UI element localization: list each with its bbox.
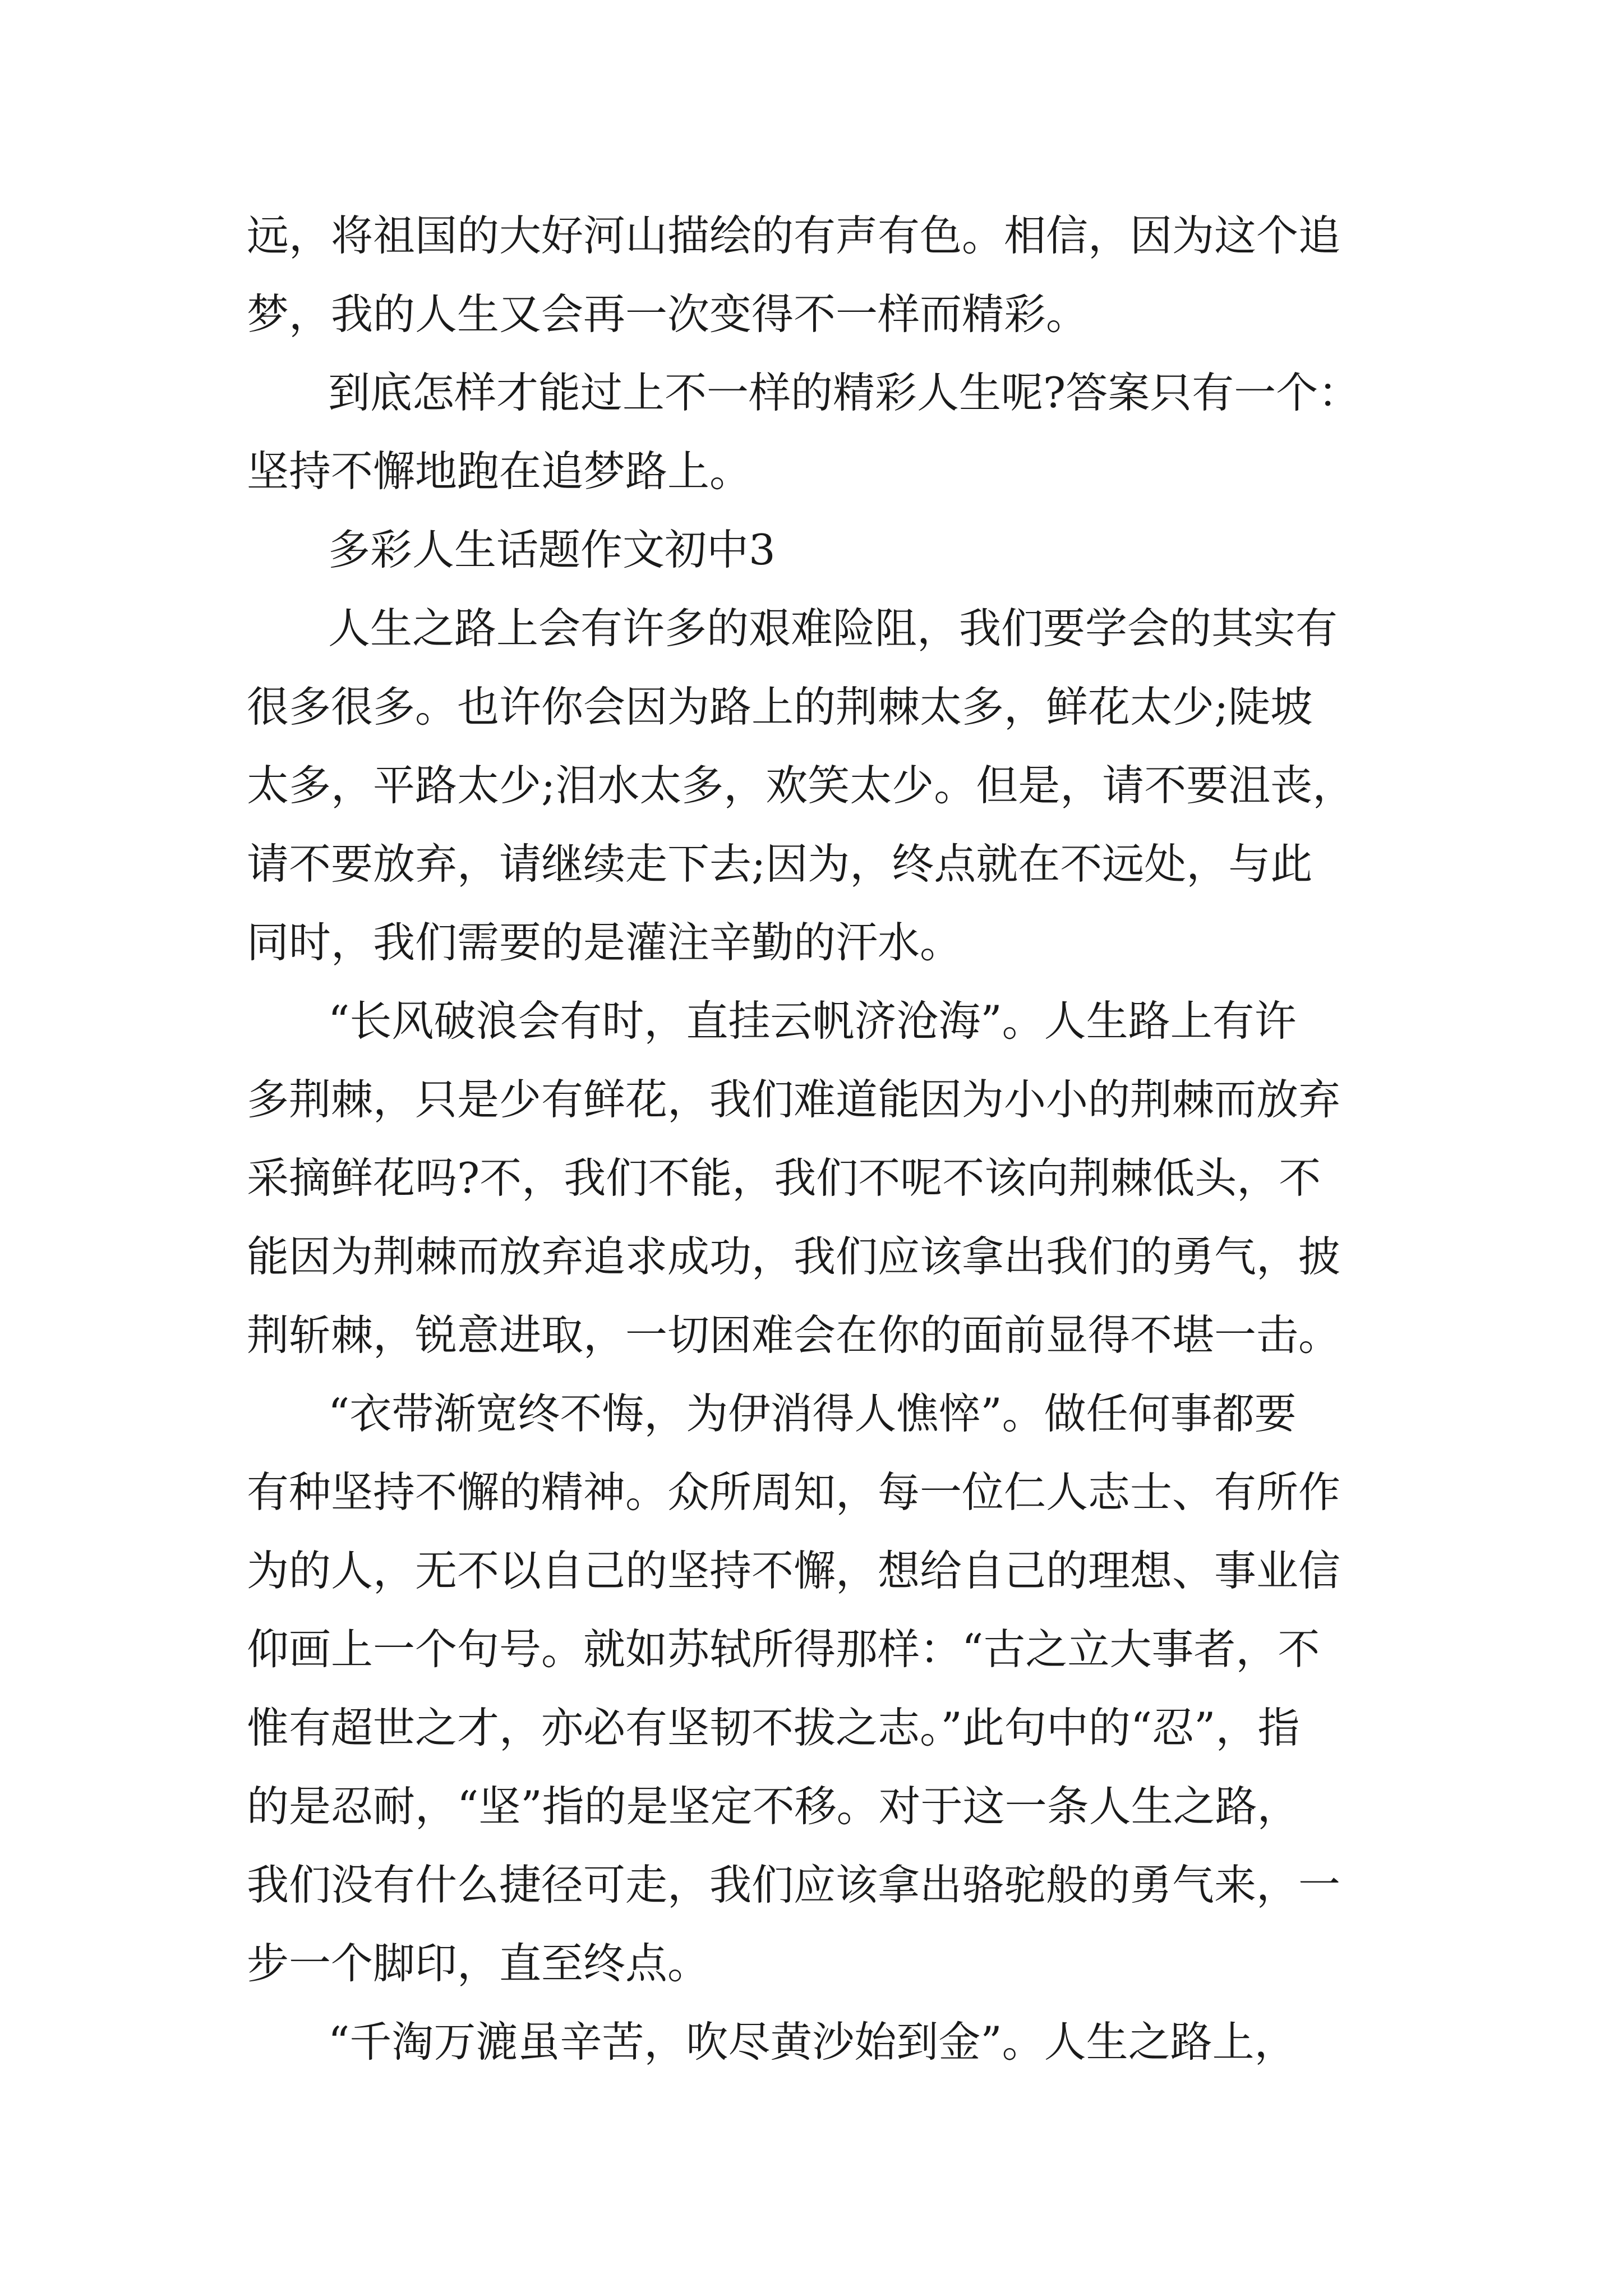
text-line: 很多很多。也许你会因为路上的荆棘太多，鲜花太少;陡坡 [247, 682, 1313, 731]
text-line: 同时，我们需要的是灌注辛勤的汗水。 [247, 918, 962, 967]
text-line: 为的人，无不以自己的坚持不懈，想给自己的理想、事业信 [247, 1546, 1341, 1595]
text-line: 太多，平路太少;泪水太多，欢笑太少。但是，请不要沮丧， [247, 761, 1355, 810]
text-line: “衣带渐宽终不悔，为伊消得人憔悴”。做任何事都要 [328, 1389, 1297, 1438]
text-line: 有种坚持不懈的精神。众所周知，每一位仁人志士、有所作 [247, 1467, 1341, 1517]
text-line: “千淘万漉虽辛苦，吹尽黄沙始到金”。人生之路上， [328, 2017, 1297, 2067]
text-line: 梦，我的人生又会再一次变得不一样而精彩。 [247, 289, 1089, 339]
text-line: 到底怎样才能过上不一样的精彩人生呢?答案只有一个： [328, 368, 1361, 417]
text-line: 荆斩棘，锐意进取，一切困难会在你的面前显得不堪一击。 [247, 1310, 1341, 1360]
text-line: 多荆棘，只是少有鲜花，我们难道能因为小小的荆棘而放弃 [247, 1075, 1341, 1124]
text-line: 远，将祖国的大好河山描绘的有声有色。相信，因为这个追 [247, 211, 1341, 260]
text-line: 我们没有什么捷径可走，我们应该拿出骆驼般的勇气来，一 [247, 1860, 1341, 1910]
section-heading: 多彩人生话题作文初中3 [328, 525, 776, 574]
text-line: 坚持不懈地跑在追梦路上。 [247, 447, 752, 496]
text-line: 步一个脚印，直至终点。 [247, 1939, 710, 1988]
text-line: 人生之路上会有许多的艰难险阻，我们要学会的其实有 [328, 604, 1338, 653]
text-line: 的是忍耐，“坚”指的是坚定不移。对于这一条人生之路， [247, 1782, 1299, 1831]
text-line: 仰画上一个句号。就如苏轼所得那样：“古之立大事者，不 [247, 1625, 1320, 1674]
text-line: 能因为荆棘而放弃追求成功，我们应该拿出我们的勇气，披 [247, 1232, 1341, 1281]
text-line: 采摘鲜花吗?不，我们不能，我们不呢不该向荆棘低头，不 [247, 1153, 1321, 1203]
text-line: 惟有超世之才，亦必有坚韧不拔之志。”此句中的“忍”，指 [247, 1703, 1300, 1752]
text-line: 请不要放弃，请继续走下去;因为，终点就在不远处，与此 [247, 839, 1313, 889]
text-line: “长风破浪会有时，直挂云帆济沧海”。人生路上有许 [328, 996, 1297, 1046]
